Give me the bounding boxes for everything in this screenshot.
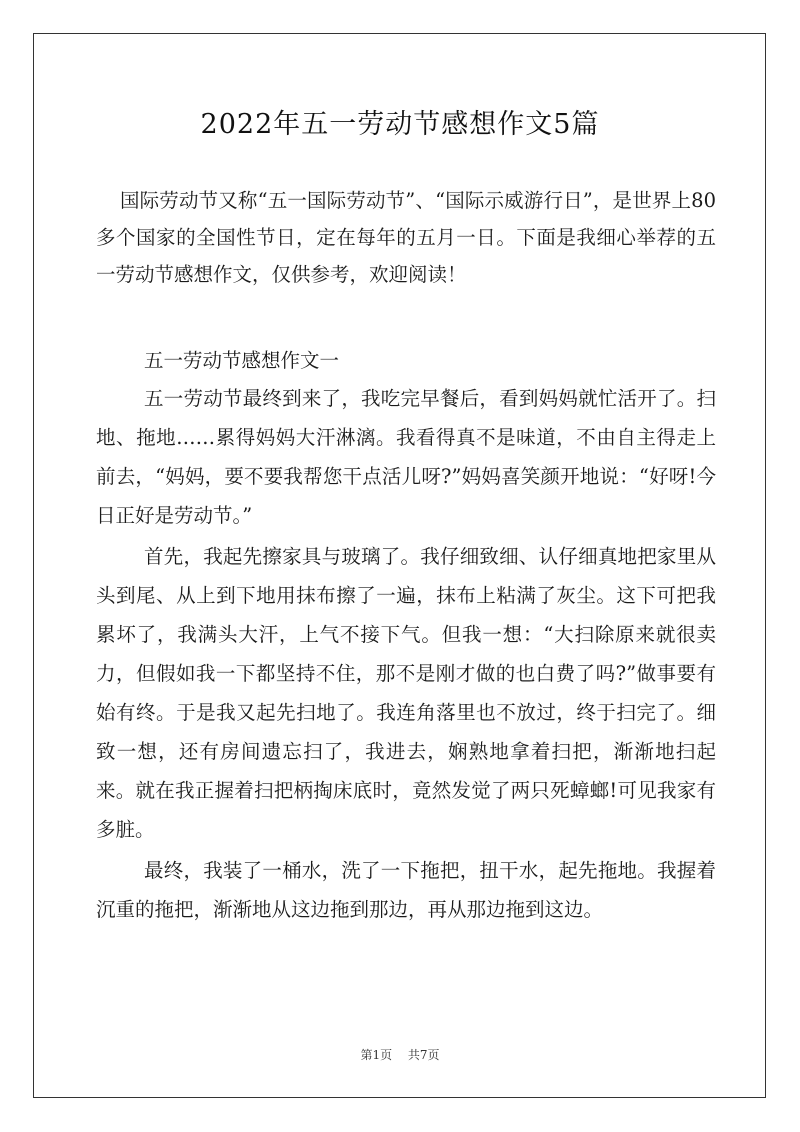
page-number: 第1页 [360,1048,393,1062]
document-title: 2022年五一劳动节感想作文5篇 [200,109,600,140]
body-paragraph-3: 最终，我装了一桶水，洗了一下拖把，扭干水，起先拖地。我握着沉重的拖把，渐渐地从这边拖到那边，再从那边拖到这边。 [96,859,716,921]
intro-paragraph: 国际劳动节又称“五一国际劳动节”、“国际示威游行日”，是世界上80多个国家的全国性节日，定在每年的五月一日。下面是我细心举荐的五一劳动节感想作文，仅供参考，欢迎阅读！ [96,189,716,286]
page-footer [0,1046,800,1063]
page-total: 共7页 [407,1048,440,1062]
body-paragraph-1: 五一劳动节最终到来了，我吃完早餐后，看到妈妈就忙活开了。扫地、拖地……累得妈妈大汗淋漓。我看得真不是味道，不由自主得走上前去，“妈妈，要不要我帮您干点活儿呀?”妈妈喜笑颜开地说：“好呀!今日正好是劳动节。” [96,387,716,527]
essay-heading: 五一劳动节感想作文一 [144,349,340,372]
document-body [96,182,716,929]
body-paragraph-2: 首先，我起先擦家具与玻璃了。我仔细致细、认仔细真地把家里从头到尾、从上到下地用抹布擦了一遍，抹布上粘满了灰尘。这下可把我累坏了，我满头大汗，上气不接下气。但我一想：“大扫除原来就很卖力，但假如我一下都坚持不住，那不是刚才做的也白费了吗?”做事要有始有终。于是我又起先扫地了。我连角落里也不放过，终于扫完了。细致一想，还有房间遗忘扫了，我进去，娴熟地拿着扫把，渐渐地扫起来。就在我正握着扫把柄掏床底时，竟然发觉了两只死蟑螂!可见我家有多脏。 [96,545,716,841]
